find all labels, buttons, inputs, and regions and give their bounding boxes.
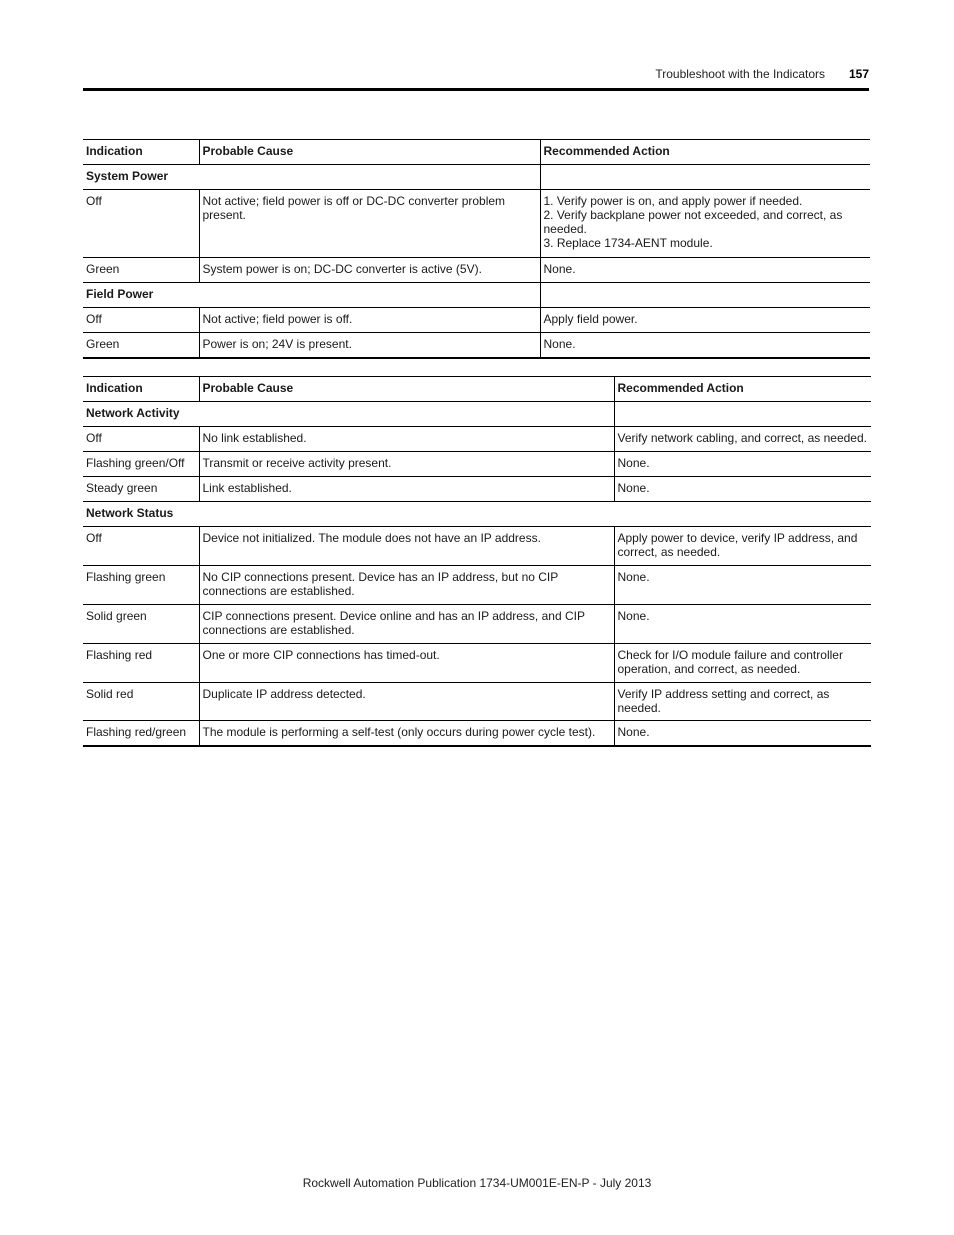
table-row [83, 333, 870, 359]
action-cell: None. [614, 721, 871, 747]
indication-cell: Green [83, 333, 199, 359]
action-cell: Apply field power. [540, 308, 870, 333]
indication-cell: Off [83, 190, 199, 258]
indication-cell: Off [83, 527, 199, 566]
table-header-row [83, 140, 870, 165]
cause-cell: Link established. [199, 477, 614, 502]
table-row [83, 258, 870, 283]
table-row [83, 190, 870, 258]
group-row-network-status [83, 502, 871, 527]
action-cell: 1. Verify power is on, and apply power if needed. 2. Verify backplane power not exceeded, and correct, as needed. 3. Replace 1734-AENT module. [540, 190, 870, 258]
column-header-recommended-action: Recommended Action [540, 140, 870, 165]
publication-info: Rockwell Automation Publication 1734-UM001E-EN-P - July 2013 [302, 1176, 652, 1190]
column-header-probable-cause: Probable Cause [199, 140, 540, 165]
indication-cell: Green [83, 258, 199, 283]
column-header-indication: Indication [83, 377, 199, 402]
network-indicator-table [83, 376, 871, 747]
indication-cell: Off [83, 427, 199, 452]
column-header-probable-cause: Probable Cause [199, 377, 614, 402]
action-cell: Verify IP address setting and correct, as needed. [614, 683, 871, 721]
action-cell: None. [614, 605, 871, 644]
table-header-row [83, 377, 871, 402]
indication-cell: Flashing green/Off [83, 452, 199, 477]
cause-cell: One or more CIP connections has timed-out. [199, 644, 614, 683]
group-row-field-power [83, 283, 870, 308]
cause-cell: No link established. [199, 427, 614, 452]
table-row [83, 605, 871, 644]
action-cell: Check for I/O module failure and controller operation, and correct, as needed. [614, 644, 871, 683]
column-header-indication: Indication [83, 140, 199, 165]
table-row [83, 477, 871, 502]
group-empty-cell [540, 165, 870, 190]
table-row [83, 427, 871, 452]
indication-cell: Steady green [83, 477, 199, 502]
group-title: System Power [83, 165, 540, 190]
table-row [83, 452, 871, 477]
group-row-network-activity [83, 402, 871, 427]
power-indicator-table [83, 139, 870, 359]
page-header [83, 64, 869, 91]
column-header-recommended-action: Recommended Action [614, 377, 871, 402]
group-row-system-power [83, 165, 870, 190]
table-row [83, 683, 871, 721]
cause-cell: Device not initialized. The module does not have an IP address. [199, 527, 614, 566]
cause-cell: Not active; field power is off. [199, 308, 540, 333]
action-cell: None. [540, 333, 870, 359]
group-empty-cell [614, 402, 871, 427]
page-number: 157 [848, 67, 869, 81]
indication-cell: Off [83, 308, 199, 333]
action-cell: None. [614, 566, 871, 605]
table-row [83, 527, 871, 566]
cause-cell: No CIP connections present. Device has an IP address, but no CIP connections are established. [199, 566, 614, 605]
indication-cell: Flashing red [83, 644, 199, 683]
indication-cell: Solid green [83, 605, 199, 644]
page-footer [0, 1176, 954, 1190]
section-title: Troubleshoot with the Indicators [655, 67, 825, 81]
table-row [83, 566, 871, 605]
action-cell: Verify network cabling, and correct, as needed. [614, 427, 871, 452]
indication-cell: Flashing green [83, 566, 199, 605]
action-cell: None. [614, 477, 871, 502]
cause-cell: Power is on; 24V is present. [199, 333, 540, 359]
table-row [83, 308, 870, 333]
cause-cell: Duplicate IP address detected. [199, 683, 614, 721]
indication-cell: Flashing red/green [83, 721, 199, 747]
group-title: Field Power [83, 283, 540, 308]
group-empty-cell [540, 283, 870, 308]
group-title: Network Activity [83, 402, 614, 427]
action-cell: Apply power to device, verify IP address, and correct, as needed. [614, 527, 871, 566]
cause-cell: Not active; field power is off or DC-DC converter problem present. [199, 190, 540, 258]
action-cell: None. [614, 452, 871, 477]
cause-cell: The module is performing a self-test (only occurs during power cycle test). [199, 721, 614, 747]
cause-cell: Transmit or receive activity present. [199, 452, 614, 477]
cause-cell: System power is on; DC-DC converter is active (5V). [199, 258, 540, 283]
group-title: Network Status [83, 502, 871, 527]
action-cell: None. [540, 258, 870, 283]
table-row [83, 644, 871, 683]
cause-cell: CIP connections present. Device online and has an IP address, and CIP connections are established. [199, 605, 614, 644]
indication-cell: Solid red [83, 683, 199, 721]
table-row [83, 721, 871, 747]
